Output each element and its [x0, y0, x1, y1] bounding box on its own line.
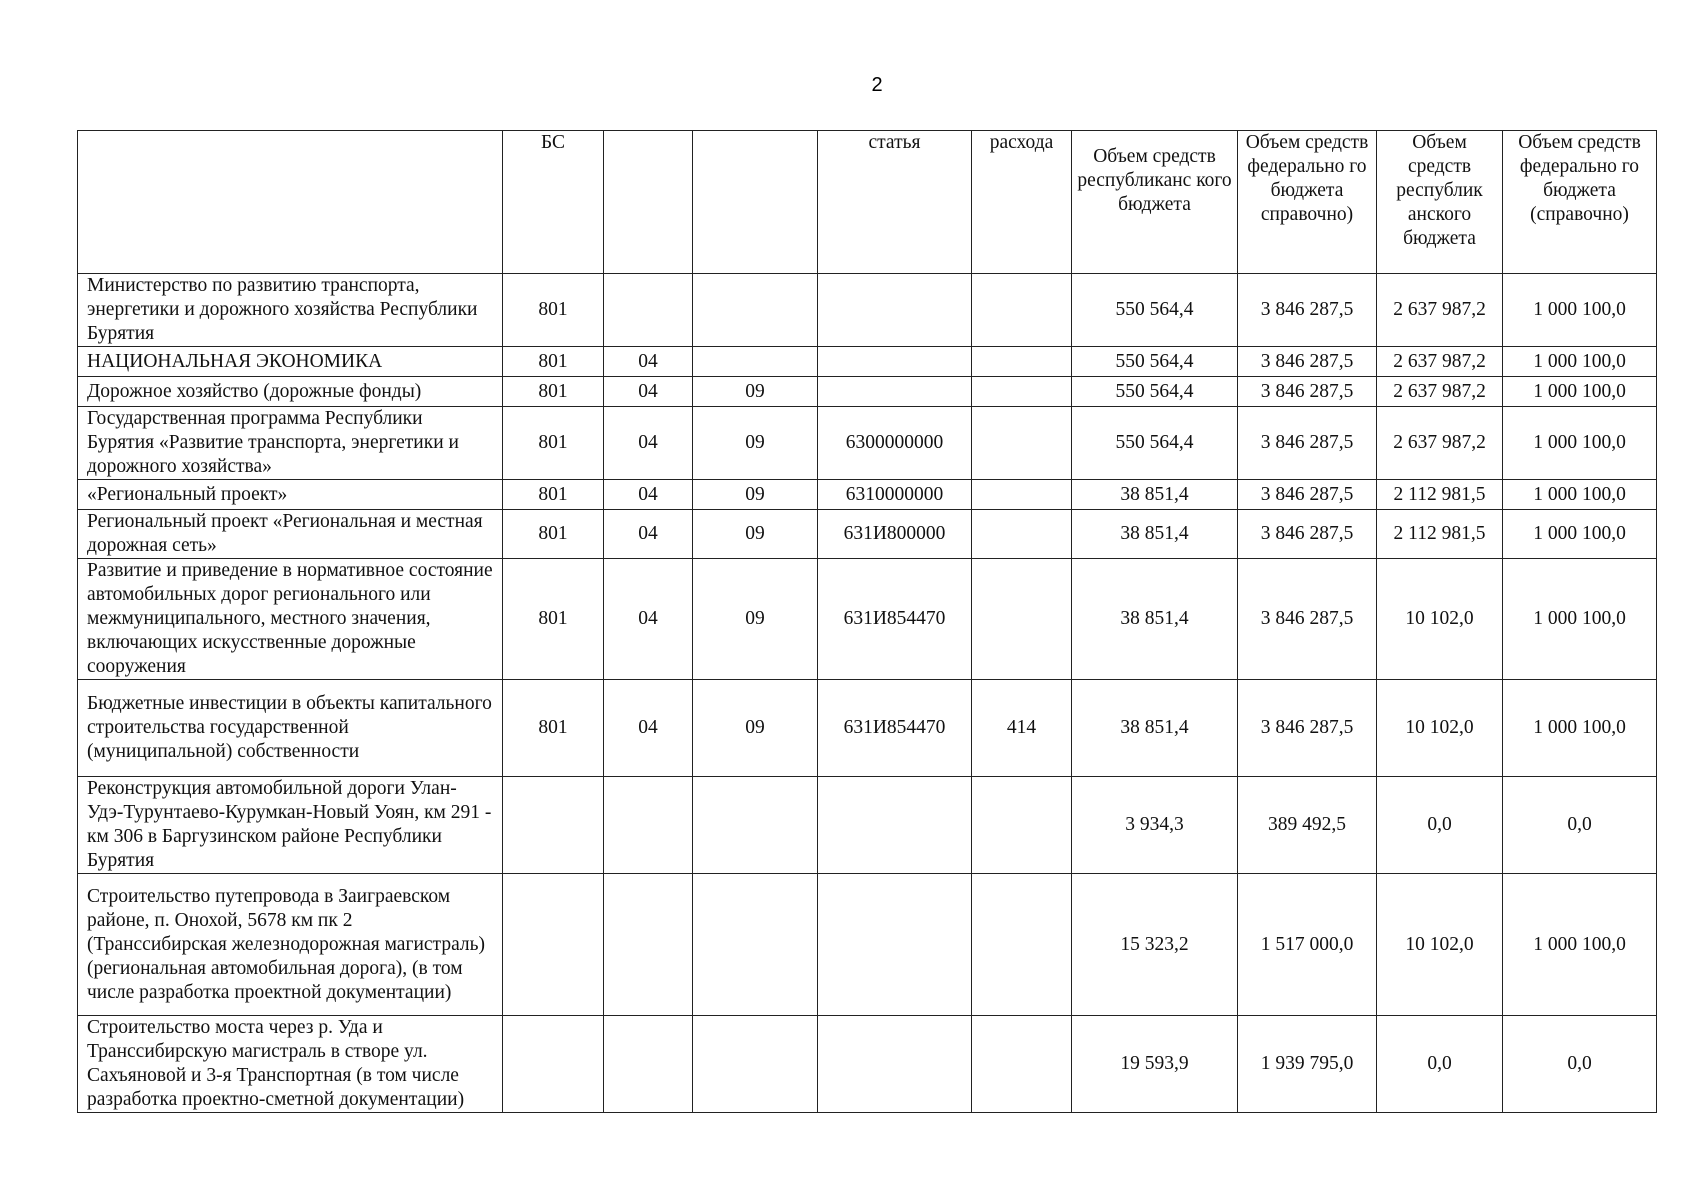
- row-rz: 04: [604, 347, 693, 377]
- row-name: Региональный проект «Региональная и местная дорожная сеть»: [78, 510, 503, 559]
- row-pr: 09: [693, 377, 818, 407]
- table-row: [78, 274, 1657, 347]
- row-expense: [972, 407, 1072, 480]
- row-bs: 801: [503, 407, 604, 480]
- table-row: [78, 1016, 1657, 1113]
- row-volume-1: 38 851,4: [1072, 559, 1238, 680]
- row-bs: 801: [503, 680, 604, 777]
- row-volume-4: 1 000 100,0: [1503, 510, 1657, 559]
- row-volume-4: 0,0: [1503, 1016, 1657, 1113]
- row-name: Министерство по развитию транспорта, энергетики и дорожного хозяйства Республики Бурятия: [78, 274, 503, 347]
- row-expense: [972, 559, 1072, 680]
- row-name: Строительство моста через р. Уда и Транссибирскую магистраль в створе ул. Сахъяновой и 3-я Транспортная (в том числе разработка проектно-сметной документации): [78, 1016, 503, 1113]
- row-expense: [972, 480, 1072, 510]
- row-article: 6300000000: [818, 407, 972, 480]
- row-rz: [604, 1016, 693, 1113]
- row-article: 6310000000: [818, 480, 972, 510]
- row-article: [818, 377, 972, 407]
- row-rz: [604, 874, 693, 1016]
- row-bs: 801: [503, 377, 604, 407]
- row-volume-4: 1 000 100,0: [1503, 274, 1657, 347]
- budget-table: [77, 130, 1657, 1113]
- row-pr: 09: [693, 559, 818, 680]
- row-volume-1: 3 934,3: [1072, 777, 1238, 874]
- row-name: «Региональный проект»: [78, 480, 503, 510]
- table-row: [78, 347, 1657, 377]
- row-bs: 801: [503, 480, 604, 510]
- row-expense: [972, 377, 1072, 407]
- row-volume-2: 3 846 287,5: [1238, 480, 1377, 510]
- table-row: [78, 510, 1657, 559]
- row-bs: 801: [503, 347, 604, 377]
- row-rz: [604, 274, 693, 347]
- row-pr: [693, 274, 818, 347]
- row-volume-4: 1 000 100,0: [1503, 559, 1657, 680]
- table-row: [78, 559, 1657, 680]
- row-volume-1: 550 564,4: [1072, 274, 1238, 347]
- table-row: [78, 680, 1657, 777]
- row-article: [818, 347, 972, 377]
- row-pr: [693, 1016, 818, 1113]
- row-rz: 04: [604, 680, 693, 777]
- row-rz: [604, 777, 693, 874]
- row-volume-2: 3 846 287,5: [1238, 407, 1377, 480]
- row-volume-3: 10 102,0: [1377, 680, 1503, 777]
- header-bs: БС: [503, 131, 604, 274]
- row-rz: 04: [604, 559, 693, 680]
- row-article: 631И854470: [818, 680, 972, 777]
- row-volume-3: 2 637 987,2: [1377, 347, 1503, 377]
- row-name: Государственная программа Республики Бурятия «Развитие транспорта, энергетики и дорожного хозяйства»: [78, 407, 503, 480]
- row-pr: 09: [693, 480, 818, 510]
- row-volume-3: 0,0: [1377, 1016, 1503, 1113]
- row-expense: [972, 1016, 1072, 1113]
- row-volume-1: 38 851,4: [1072, 680, 1238, 777]
- row-volume-4: 1 000 100,0: [1503, 480, 1657, 510]
- table-row: [78, 874, 1657, 1016]
- row-volume-4: 1 000 100,0: [1503, 377, 1657, 407]
- header-pr: [693, 131, 818, 274]
- row-volume-2: 389 492,5: [1238, 777, 1377, 874]
- row-volume-4: 1 000 100,0: [1503, 874, 1657, 1016]
- row-volume-2: 1 517 000,0: [1238, 874, 1377, 1016]
- header-rz: [604, 131, 693, 274]
- row-volume-1: 38 851,4: [1072, 510, 1238, 559]
- row-volume-2: 3 846 287,5: [1238, 510, 1377, 559]
- row-bs: 801: [503, 510, 604, 559]
- row-volume-2: 3 846 287,5: [1238, 377, 1377, 407]
- row-volume-3: 2 112 981,5: [1377, 510, 1503, 559]
- row-article: [818, 874, 972, 1016]
- header-volume-republican-2: Объем средств республик анского бюджета: [1377, 131, 1503, 274]
- row-volume-2: 3 846 287,5: [1238, 559, 1377, 680]
- row-volume-1: 15 323,2: [1072, 874, 1238, 1016]
- row-volume-1: 19 593,9: [1072, 1016, 1238, 1113]
- header-volume-federal-2: Объем средств федерально го бюджета (справочно): [1503, 131, 1657, 274]
- header-expense: расхода: [972, 131, 1072, 274]
- row-volume-2: 1 939 795,0: [1238, 1016, 1377, 1113]
- row-expense: [972, 347, 1072, 377]
- row-pr: 09: [693, 510, 818, 559]
- row-rz: 04: [604, 510, 693, 559]
- row-volume-3: 10 102,0: [1377, 559, 1503, 680]
- row-rz: 04: [604, 377, 693, 407]
- row-expense: [972, 874, 1072, 1016]
- row-volume-2: 3 846 287,5: [1238, 274, 1377, 347]
- row-pr: [693, 777, 818, 874]
- table-row: [78, 480, 1657, 510]
- header-article: статья: [818, 131, 972, 274]
- page-number: 2: [871, 74, 883, 96]
- table-row: [78, 407, 1657, 480]
- row-volume-4: 1 000 100,0: [1503, 347, 1657, 377]
- row-volume-1: 550 564,4: [1072, 407, 1238, 480]
- row-article: 631И800000: [818, 510, 972, 559]
- row-article: [818, 1016, 972, 1113]
- row-article: [818, 777, 972, 874]
- row-rz: 04: [604, 480, 693, 510]
- row-pr: 09: [693, 680, 818, 777]
- row-bs: 801: [503, 274, 604, 347]
- row-article: [818, 274, 972, 347]
- row-article: 631И854470: [818, 559, 972, 680]
- row-volume-3: 2 112 981,5: [1377, 480, 1503, 510]
- row-expense: [972, 777, 1072, 874]
- row-name: НАЦИОНАЛЬНАЯ ЭКОНОМИКА: [78, 347, 503, 377]
- header-volume-federal-1: Объем средств федерально го бюджета справочно): [1238, 131, 1377, 274]
- table-row: [78, 777, 1657, 874]
- row-volume-3: 2 637 987,2: [1377, 274, 1503, 347]
- row-name: Реконструкция автомобильной дороги Улан-Удэ-Турунтаево-Курумкан-Новый Уоян, км 291 - км 306 в Баргузинском районе Республики Бурятия: [78, 777, 503, 874]
- row-pr: [693, 347, 818, 377]
- row-volume-3: 2 637 987,2: [1377, 407, 1503, 480]
- row-name: Дорожное хозяйство (дорожные фонды): [78, 377, 503, 407]
- row-volume-1: 38 851,4: [1072, 480, 1238, 510]
- row-name: Развитие и приведение в нормативное состояние автомобильных дорог регионального или межмуниципального, местного значения, включающих искусственные дорожные сооружения: [78, 559, 503, 680]
- row-volume-3: 2 637 987,2: [1377, 377, 1503, 407]
- row-volume-3: 0,0: [1377, 777, 1503, 874]
- row-expense: [972, 510, 1072, 559]
- row-expense: [972, 274, 1072, 347]
- row-pr: [693, 874, 818, 1016]
- header-volume-republican-1: Объем средств республиканс кого бюджета: [1072, 131, 1238, 274]
- table-header-row: [78, 131, 1657, 274]
- row-volume-4: 1 000 100,0: [1503, 680, 1657, 777]
- row-name: Бюджетные инвестиции в объекты капитального строительства государственной (муниципальной) собственности: [78, 680, 503, 777]
- row-volume-1: 550 564,4: [1072, 347, 1238, 377]
- row-bs: [503, 874, 604, 1016]
- table-row: [78, 377, 1657, 407]
- row-volume-2: 3 846 287,5: [1238, 347, 1377, 377]
- row-bs: [503, 1016, 604, 1113]
- row-bs: [503, 777, 604, 874]
- row-volume-2: 3 846 287,5: [1238, 680, 1377, 777]
- row-volume-1: 550 564,4: [1072, 377, 1238, 407]
- row-rz: 04: [604, 407, 693, 480]
- row-expense: 414: [972, 680, 1072, 777]
- row-volume-3: 10 102,0: [1377, 874, 1503, 1016]
- row-bs: 801: [503, 559, 604, 680]
- header-name-cell: [78, 131, 503, 274]
- row-volume-4: 1 000 100,0: [1503, 407, 1657, 480]
- row-pr: 09: [693, 407, 818, 480]
- row-volume-4: 0,0: [1503, 777, 1657, 874]
- row-name: Строительство путепровода в Заиграевском районе, п. Онохой, 5678 км пк 2 (Транссибирская железнодорожная магистраль) (региональная автомобильная дорога), (в том числе разработка проектной документации): [78, 874, 503, 1016]
